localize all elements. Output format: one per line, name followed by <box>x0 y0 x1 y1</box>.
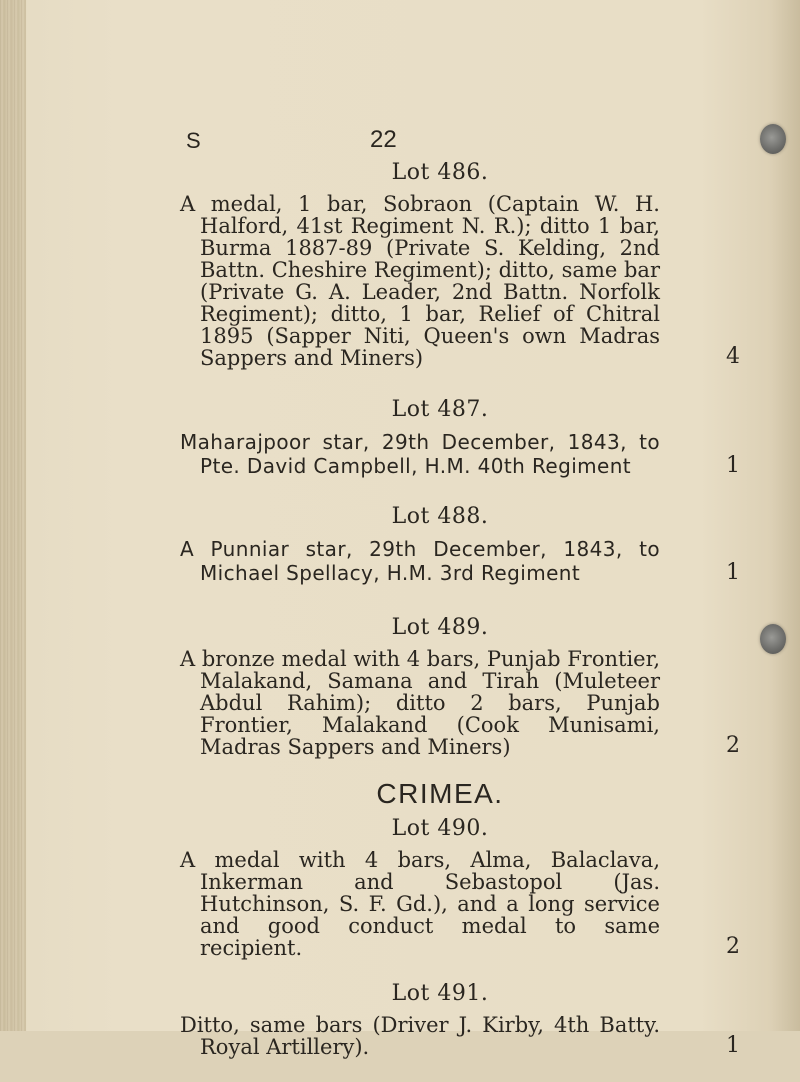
section-heading: CRIMEA. <box>376 778 504 809</box>
lot-entry <box>180 397 740 478</box>
lot-entry <box>180 981 740 1059</box>
lot-title: Lot 489. <box>391 615 489 640</box>
lot-quantity: 2 <box>726 733 740 758</box>
lot-quantity: 2 <box>726 934 740 959</box>
lot-description: Maharajpoor star, 29th December, 1843, to Pte. David Campbell, H.M. 40th Regiment <box>180 430 660 478</box>
lot-entry <box>180 816 740 960</box>
lot-quantity: 1 <box>726 453 740 478</box>
lot-quantity: 4 <box>726 344 740 369</box>
page-header <box>0 128 800 158</box>
lot-title: Lot 490. <box>391 816 489 841</box>
lot-title: Lot 488. <box>391 504 489 529</box>
binding-hole <box>760 624 786 654</box>
lot-description: A bronze medal with 4 bars, Punjab Frontier, Malakand, Samana and Tirah (Muleteer Abdul Rahim); ditto 2 bars, Punjab Frontier, Malakand (Cook Munisami, Madras Sappers and Miners) <box>180 647 660 759</box>
lot-list <box>180 160 740 1082</box>
lot-description: A medal with 4 bars, Alma, Balaclava, Inkerman and Sebastopol (Jas. Hutchinson, S. F. Gd.), and a long service and good conduct medal to same recipient. <box>180 848 660 960</box>
page-number: 22 <box>370 126 397 153</box>
lot-description: Ditto, same bars (Driver J. Kirby, 4th Batty. Royal Artillery). <box>180 1013 660 1059</box>
signature-mark: S <box>186 128 202 153</box>
lot-title: Lot 487. <box>391 397 489 422</box>
lot-quantity: 1 <box>726 1033 740 1058</box>
lot-title: Lot 491. <box>391 981 489 1006</box>
lot-quantity: 1 <box>726 560 740 585</box>
lot-description: A medal, 1 bar, Sobraon (Captain W. H. Halford, 41st Regiment N. R.); ditto 1 bar, Burma 1887-89 (Private S. Kelding, 2nd Battn. Cheshire Regiment); ditto, same bar (Private G. A. Leader, 2nd Battn. Norfolk Regiment); ditto, 1 bar, Relief of Chitral 1895 (Sapper Niti, Queen's own Madras Sappers and Miners) <box>180 192 660 370</box>
lot-title: Lot 486. <box>391 160 489 185</box>
lot-entry <box>180 615 740 759</box>
lot-entry <box>180 160 740 370</box>
lot-description: A Punniar star, 29th December, 1843, to Michael Spellacy, H.M. 3rd Regiment <box>180 537 660 585</box>
lot-entry <box>180 504 740 585</box>
